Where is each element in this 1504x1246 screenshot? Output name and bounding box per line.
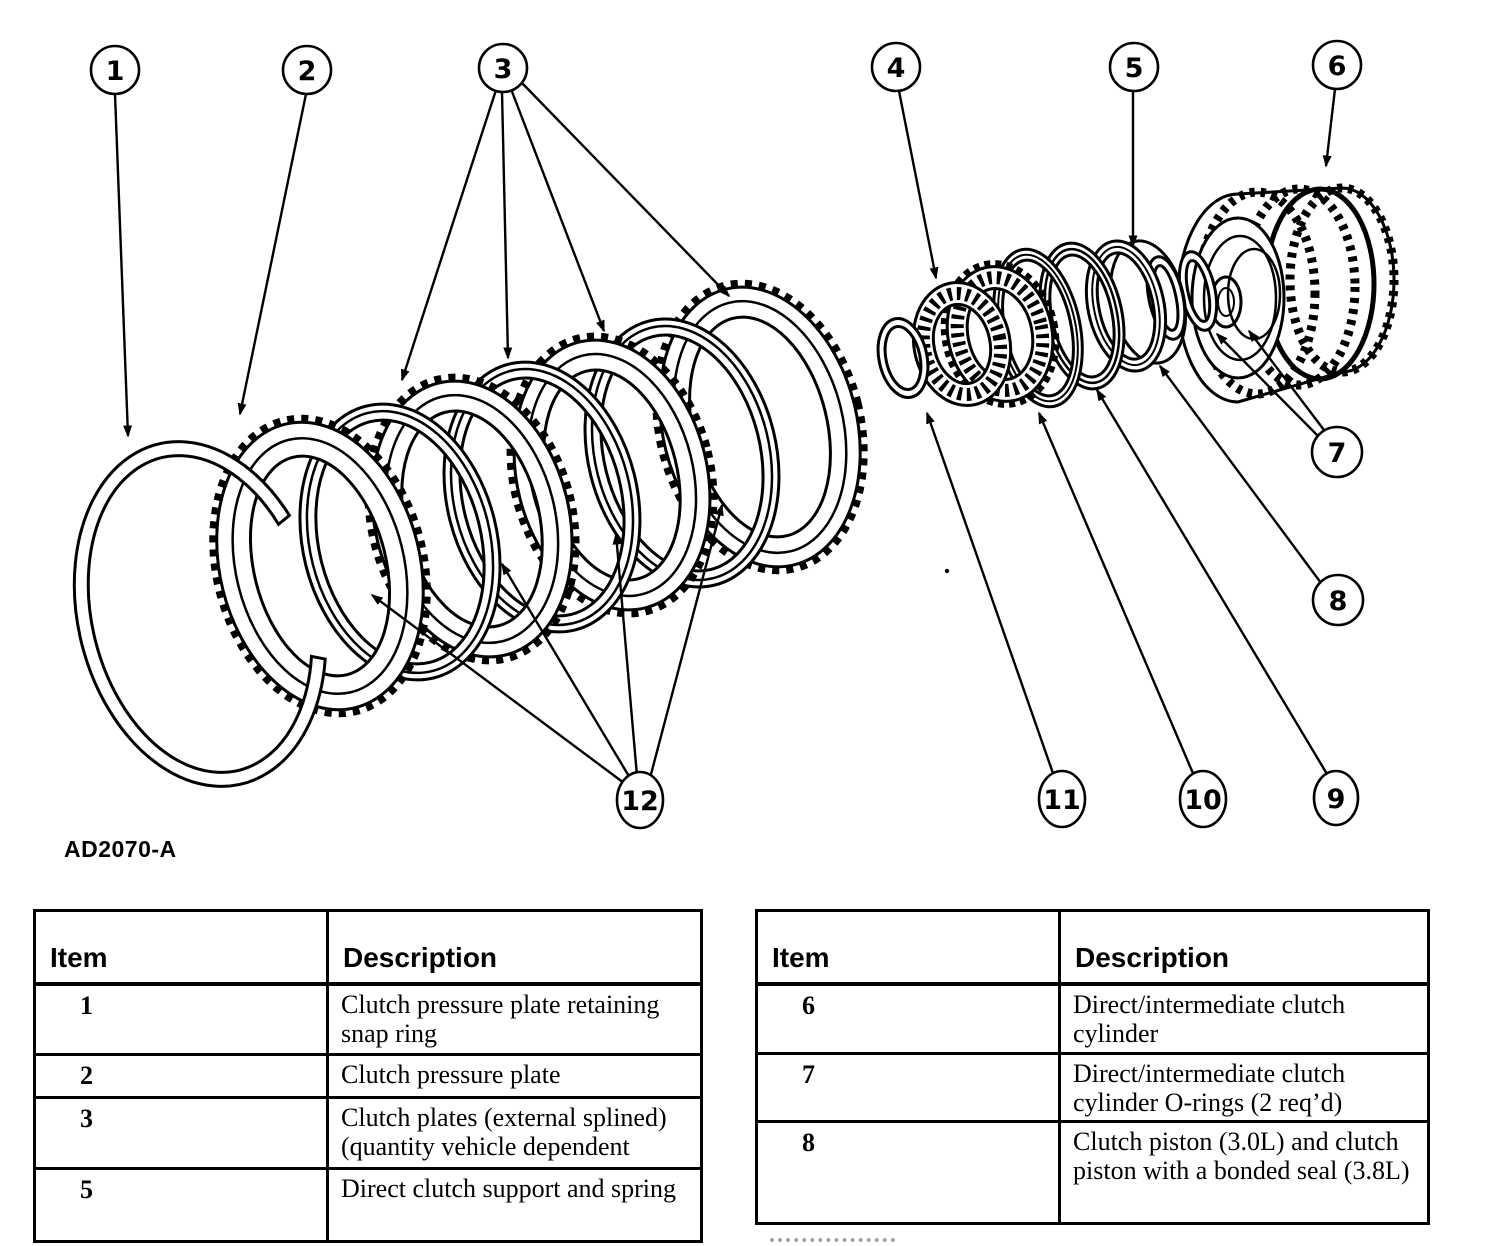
col-header-description: Description [328,911,702,984]
item-description: Clutch piston (3.0L) and clutch piston with a bonded seal (3.8L) [1060,1122,1429,1224]
item-number: 6 [757,984,1060,1054]
parts-table-right [755,909,1430,1225]
item-number: 5 [35,1169,328,1242]
callout-11 [1039,771,1085,827]
svg-text:8: 8 [1328,586,1348,617]
callout-4 [872,43,920,91]
svg-text:7: 7 [1327,438,1347,469]
callout-5 [1110,43,1158,91]
svg-text:12: 12 [621,786,659,817]
callout-7 [1312,427,1362,477]
table-row [35,1098,702,1169]
col-header-description: Description [1060,911,1429,984]
print-speck [945,569,949,573]
callout-1 [91,46,139,94]
callout-8 [1313,575,1363,625]
svg-text:5: 5 [1124,53,1144,84]
callout-6 [1313,41,1361,89]
col-header-item: Item [757,911,1060,984]
svg-text:9: 9 [1326,784,1346,815]
snap-ring [39,417,349,813]
cutoff-text-fragment [770,1233,895,1242]
callout-12 [617,772,663,828]
parts-table-left [33,909,703,1243]
item-description: Direct/intermediate clutch cylinder O-rings (2 req’d) [1060,1054,1429,1122]
svg-text:11: 11 [1043,785,1081,816]
svg-text:6: 6 [1327,51,1347,82]
item-description: Clutch pressure plate retaining snap ring [328,984,702,1055]
item-description: Clutch pressure plate [328,1055,702,1098]
item-number: 3 [35,1098,328,1169]
svg-text:10: 10 [1184,785,1222,816]
item-number: 1 [35,984,328,1055]
figure-code: AD2070-A [64,836,177,862]
item-description: Clutch plates (external splined) (quantity vehicle dependent [328,1098,702,1169]
item-description: Direct/intermediate clutch cylinder [1060,984,1429,1054]
svg-text:2: 2 [297,56,317,87]
svg-text:4: 4 [886,53,906,84]
table-row [35,1169,702,1242]
callout-9 [1314,771,1358,825]
item-number: 2 [35,1055,328,1098]
table-row [35,984,702,1055]
callout-2 [283,46,331,94]
table-row [757,1122,1429,1224]
table-row [757,1054,1429,1122]
svg-text:3: 3 [493,54,513,85]
item-number: 7 [757,1054,1060,1122]
item-description: Direct clutch support and spring [328,1169,702,1242]
callout-10 [1180,771,1226,827]
item-number: 8 [757,1122,1060,1224]
table-row [757,984,1429,1054]
table-row [35,1055,702,1098]
callout-3 [479,44,527,92]
svg-text:1: 1 [105,56,125,87]
clutch-plate-stack [39,262,892,813]
col-header-item: Item [35,911,328,984]
